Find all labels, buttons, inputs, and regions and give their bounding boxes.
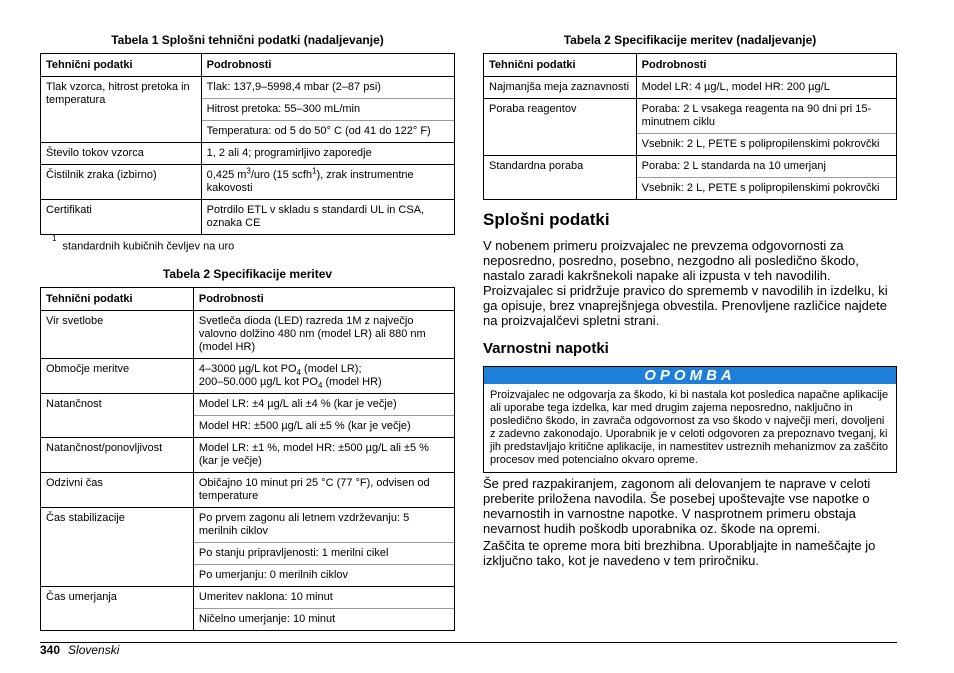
row-detail: Model LR: ±1 %, model HR: ±500 µg/L ali ±5 % (kar je večje) — [198, 442, 429, 467]
table1-caption: Tabela 1 Splošni tehnični podatki (nadaljevanje) — [111, 33, 384, 47]
row-detail: Model LR: 4 µg/L, model HR: 200 µg/L — [641, 81, 830, 93]
row-label: Natančnost/ponovljivost — [46, 442, 163, 454]
safety-paragraph-1: Še pred razpakiranjem, zagonom ali delovanjem te naprave v celoti preberite priložena navodila. Še posebej upoštevajte vse napotke o nevarnostih in varnostne napotke. V nasprotnem primeru obstaja nevarnost hudih poškodb uporabnika oz. škode na opremi. — [483, 476, 871, 536]
row-label: Standardna poraba — [489, 160, 584, 172]
table-row — [484, 156, 897, 200]
table-row — [41, 200, 455, 235]
row-detail: Vsebnik: 2 L, PETE s polipropilenskimi pokrovčki — [637, 177, 896, 199]
row-detail: Tlak: 137,9–5998,4 mbar (2–87 psi) — [206, 81, 381, 93]
table1 — [40, 53, 455, 235]
row-detail: Model HR: ±500 µg/L ali ±5 % (kar je večje) — [194, 415, 454, 437]
row-detail: Po prvem zagonu ali letnem vzdrževanju: 5 merilnih ciklov — [198, 512, 410, 537]
column-header: Podrobnosti — [636, 54, 896, 77]
table-header-row — [484, 54, 897, 77]
row-label: Čas stabilizacije — [46, 512, 125, 524]
row-label: Natančnost — [46, 398, 102, 410]
column-header: Tehnični podatki — [484, 54, 637, 77]
column-header: Podrobnosti — [193, 288, 454, 311]
row-detail: Vsebnik: 2 L, PETE s polipropilenskimi pokrovčki — [637, 133, 896, 155]
row-label: Čas umerjanja — [46, 591, 117, 603]
table-row — [41, 394, 455, 438]
row-detail: Potrdilo ETL v skladu s standardi UL in CSA, oznaka CE — [206, 204, 425, 229]
section-title-safety: Varnostni napotki — [483, 340, 609, 357]
table-row — [41, 165, 455, 200]
safety-paragraph-2: Zaščita te opreme mora biti brezhibna. Uporabljajte in nameščajte jo izključno tako, kot je navedeno v tem priročniku. — [483, 538, 876, 568]
row-detail: 0,425 $m^3$/uro (15 scfh$^1$), zrak instrumentne kakovosti — [206, 166, 414, 194]
page-number: 340 — [40, 643, 61, 657]
row-label: Vir svetlobe — [46, 315, 104, 327]
table-header-row — [41, 54, 455, 77]
column-header: Tehnični podatki — [41, 288, 194, 311]
row-detail: Po stanju pripravljenosti: 1 merilni cikel — [194, 542, 454, 564]
footnote-text: standardnih kubičnih čevljev na uro — [62, 240, 235, 253]
table2-continued — [483, 53, 897, 200]
row-label: Število tokov vzorca — [46, 147, 144, 159]
row-label: Poraba reagentov — [489, 103, 577, 115]
footer-rule — [40, 642, 897, 643]
table2-caption: Tabela 2 Specifikacije meritev — [162, 267, 333, 281]
table-row — [484, 99, 897, 156]
table2 — [40, 287, 455, 631]
table-row — [41, 438, 455, 473]
row-label: Čistilnik zraka (izbirno) — [46, 169, 157, 181]
row-label: Certifikati — [46, 204, 92, 216]
row-label: Najmanjša meja zaznavnosti — [489, 81, 630, 93]
footnote-mark: 1 — [52, 234, 57, 243]
row-detail: Poraba: 2 L vsakega reagenta na 90 dni pri 15-minutnem ciklu — [641, 103, 872, 128]
section-title-general: Splošni podatki — [483, 210, 610, 229]
footer-language: Slovenski — [68, 643, 120, 657]
table2-cont-caption: Tabela 2 Specifikacije meritev (nadaljevanje) — [563, 33, 817, 47]
row-detail: 4–3000 µg/L kot $PO_4$ (model LR); 200–50.000 µg/L kot $PO_4$ (model HR) — [198, 363, 382, 391]
row-detail: Hitrost pretoka: 55–300 mL/min — [202, 98, 454, 120]
table-header-row — [41, 288, 455, 311]
general-paragraph: V nobenem primeru proizvajalec ne prevzema odgovornosti za neposredno, posredno, posebno, nezgodno ali posledično škodo, nastalo zaradi kakršnekoli napake ali izpusta v teh navodilih. Proizvajalec si pridržuje pravico do sprememb v navodilih in izdelku, ki ga opisuje, brez vnaprejšnjega obvestila. Prenovljene različice najdete na proizvajalčevi spletni strani. — [483, 238, 888, 328]
table-row — [484, 77, 897, 99]
row-detail: Ničelno umerjanje: 10 minut — [194, 608, 454, 630]
row-detail: Umeritev naklona: 10 minut — [198, 591, 333, 603]
table-row — [41, 143, 455, 165]
note-box — [483, 366, 897, 473]
row-label: Območje meritve — [46, 363, 130, 375]
row-detail: Temperatura: od 5 do 50° C (od 41 do 122° F) — [202, 120, 454, 142]
table-row — [41, 359, 455, 394]
note-text: Proizvajalec ne odgovarja za škodo, ki bi nastala kot posledica napačne aplikacije ali uporabe tega izdelka, kar med drugim zajema neposredno, naključno in posledično škodo, in zavrača odgovornost za vso škodo v največji meri, dovoljeni z zadevno zakonodajo. Uporabnik je v celoti odgovoren za prepoznavo tveganj, ki jih predstavljajo kritične aplikacije, in namestitev ustreznih mehanizmov za zaščito procesov med potencialno okvaro opreme. — [490, 389, 889, 466]
row-label: Odzivni čas — [46, 477, 103, 489]
row-detail: Po umerjanju: 0 merilnih ciklov — [194, 564, 454, 586]
column-header: Tehnični podatki — [41, 54, 202, 77]
column-header: Podrobnosti — [201, 54, 454, 77]
row-detail: Model LR: ±4 µg/L ali ±4 % (kar je večje) — [198, 398, 397, 410]
table-row — [41, 508, 455, 587]
row-detail: 1, 2 ali 4; programirljivo zaporedje — [206, 147, 372, 159]
table1-footnote — [52, 234, 235, 253]
row-detail: Poraba: 2 L standarda na 10 umerjanj — [641, 160, 826, 172]
table-row — [41, 311, 455, 359]
page-footer — [40, 643, 119, 657]
row-label: Tlak vzorca, hitrost pretoka in temperatura — [46, 81, 190, 106]
table-row — [41, 473, 455, 508]
note-header: OPOMBA — [484, 367, 896, 384]
table-row — [41, 587, 455, 631]
table-row — [41, 77, 455, 143]
row-detail: Običajno 10 minut pri 25 °C (77 °F), odvisen od temperature — [198, 477, 430, 502]
row-detail: Svetleča dioda (LED) razreda 1M z največjo valovno dolžino 480 nm (model LR) ali 880 nm (model HR) — [198, 315, 426, 353]
